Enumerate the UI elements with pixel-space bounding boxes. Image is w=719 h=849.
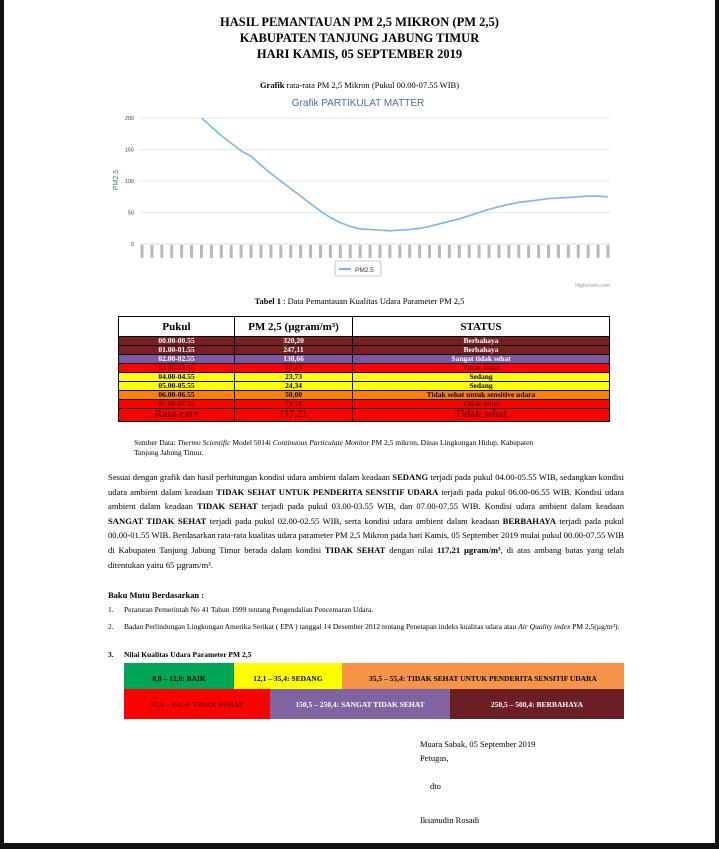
para-bold-2: TIDAK SEHAT UNTUK PENDERITA SENSITIF UDARA — [216, 486, 439, 497]
reference-text-2-tail: PM 2,5(µg/m³). — [570, 622, 620, 631]
table-summary-row — [119, 409, 610, 422]
signature-role: Petugas, — [420, 753, 449, 763]
reference-text-2 — [124, 620, 624, 634]
cell-pm25: 23,73 — [235, 373, 353, 382]
cell-pukul: 01.00-01.55 — [119, 346, 235, 355]
table-header-pm25: PM 2,5 (µgram/m³) — [235, 317, 353, 337]
para-text-6: terjadi pada pukul 00.00-01.55 WIB. Berdasarkan rata-rata kualitas udara parameter PM 2,5 Mikron pada hari Kamis, 05 September 2019 mulai pukul 00.00-07.55 WIB di Kabupaten Tanjung Jabung Timur berada dalam kondisi — [108, 515, 624, 555]
cell-pm25: 320,20 — [235, 337, 353, 346]
chart-y-axis-label: PM2.5 — [113, 169, 120, 191]
table-caption-text: : Data Pemantauan Kualitas Udara Parameter PM 2,5 — [280, 296, 465, 306]
table-header-row — [119, 317, 610, 337]
cell-pukul: 04.00-04.55 — [119, 373, 235, 382]
report-title-line-2: KABUPATEN TANJUNG JABUNG TIMUR — [239, 31, 480, 45]
para-text-5: terjadi pada pukul 02.00-02.55 WIB, serta kondisi udara ambient dalam keadaan — [206, 515, 503, 526]
cell-status: Sedang — [353, 382, 610, 391]
para-bold-6: TIDAK SEHAT — [324, 544, 386, 555]
para-text-7: dengan nilai — [385, 544, 437, 555]
signature-dto: dto — [430, 781, 441, 791]
cell-pm25: 62,43 — [235, 364, 353, 373]
scan-edge-right — [715, 0, 719, 849]
chart-grid — [125, 116, 610, 248]
cell-status: Tidak sehat — [353, 400, 610, 409]
para-bold-4: SANGAT TIDAK SEHAT — [108, 515, 207, 526]
source-rest: PM 2,5 mikron, Dinas Lingkungan Hidup, Kabupaten — [369, 438, 534, 447]
reference-text-2-italic: Air Quality index — [518, 622, 571, 631]
chart-y-tick-label: 100 — [124, 179, 134, 185]
para-bold-7: 117,21 µgram/m³ — [436, 544, 501, 555]
scan-edge-left — [0, 0, 4, 849]
para-bold-1: SEDANG — [392, 472, 429, 482]
source-mid: Model 5014i — [230, 438, 273, 447]
source-italic-1: Thermo Scientific — [177, 438, 231, 447]
pm25-data-table — [118, 316, 610, 422]
chart-caption-text: rata-rata PM 2,5 Mikron (Pukul 00.00-07.55 WIB) — [284, 80, 460, 90]
aqi-legend-tidak-sehat: 55,5 – 150,4: TIDAK SEHAT — [124, 689, 270, 719]
para-bold-3: TIDAK SEHAT — [196, 501, 258, 512]
cell-summary-pm25: 117,21 — [235, 409, 353, 422]
report-title-line-3: HARI KAMIS, 05 SEPTEMBER 2019 — [256, 47, 463, 61]
table-caption — [0, 296, 719, 306]
para-text-8: , di atas ambang batas yang telah ditentukan yaitu 65 µgram/m³. — [108, 544, 624, 570]
cell-pm25: 50,00 — [235, 391, 353, 400]
chart-series-line-pm25 — [142, 92, 608, 231]
reference-num-1: 1. — [108, 605, 114, 614]
pm25-line-chart — [104, 92, 614, 292]
chart-x-ticks — [142, 245, 608, 258]
para-text-2: terjadi pada pukul 04.00-05.55 WIB, sedangkan kondisi udara ambient dalam keadaan — [108, 472, 624, 497]
para-text-4: terjadi pada pukul 03.00-03.55 WIB, dan 07.00-07.55 WIB. Kondisi udara ambient dalam keadaan — [257, 501, 624, 512]
aqi-legend-sangat-tidak-sehat: 150,5 – 250,4: SANGAT TIDAK SEHAT — [270, 689, 450, 719]
aqi-legend-tidak-sehat-sensitif: 35,5 – 55,4: TIDAK SEHAT UNTUK PENDERITA SENSITIF UDARA — [342, 663, 624, 693]
cell-pukul: 02.00-02.55 — [119, 355, 235, 364]
chart-legend-label: PM2.5 — [355, 267, 374, 274]
table-body — [119, 337, 610, 422]
scan-edge-bottom — [0, 843, 719, 849]
chart-caption-bold: Grafik — [259, 80, 285, 90]
cell-summary-label: Rata-rata — [119, 409, 235, 422]
table-header-status: STATUS — [353, 317, 610, 337]
table-header-pukul: Pukul — [119, 317, 235, 337]
source-line-2: Tanjung Jabung Timur. — [134, 448, 204, 457]
reference-num-2: 2. — [108, 622, 114, 631]
cell-pukul: 00.00-00.55 — [119, 337, 235, 346]
signature-name: Iksanudin Rosadi — [420, 815, 480, 825]
chart-title: Grafik PARTIKULAT MATTER — [291, 98, 425, 109]
reference-text-2-main: Badan Perlindungan Lingkungan Amerika Serikat ( EPA ) tanggal 14 Desember 2012 tentang Penetapan indeks kualitas udara atau — [124, 622, 519, 631]
cell-status: Tidak sehat — [353, 364, 610, 373]
cell-pm25: 24,34 — [235, 382, 353, 391]
chart-credit[interactable]: Highcharts.com — [575, 283, 610, 289]
cell-status: Berbahaya — [353, 337, 610, 346]
table-caption-bold: Tabel 1 — [254, 296, 281, 306]
cell-pukul: 05.00-05.55 — [119, 382, 235, 391]
cell-pm25: 138,66 — [235, 355, 353, 364]
cell-pukul: 03.00-03.55 — [119, 364, 235, 373]
aqi-legend-berbahaya: 250,5 – 500,4: BERBAHAYA — [450, 689, 624, 719]
source-prefix: Sumber Data: — [134, 438, 178, 447]
chart-caption — [0, 80, 719, 90]
cell-pm25: 71,18 — [235, 400, 353, 409]
aqi-legend-row-2 — [124, 689, 624, 719]
para-bold-5: BERBAHAYA — [502, 515, 557, 526]
reference-text-3: Nilai Kualitas Udara Parameter PM 2,5 — [124, 650, 252, 659]
source-italic-2: Continuous Particulate Monitor — [272, 438, 370, 447]
reference-text-1: Peraturan Pemerintah No 41 Tahun 1999 tentang Pengendalian Pencemaran Udara. — [124, 605, 374, 614]
chart-y-tick-label: 150 — [124, 147, 134, 154]
table-row — [119, 400, 610, 409]
cell-status: Tidak sehat untuk sensitive udara — [353, 391, 610, 400]
cell-status: Sangat tidak sehat — [353, 355, 610, 364]
analysis-paragraph — [108, 470, 624, 572]
cell-pm25: 247,11 — [235, 346, 353, 355]
para-text-1: Sesuai dengan grafik dan hasil perhitungan kondisi udara ambient dalam keadaan — [108, 472, 393, 482]
baku-mutu-title: Baku Mutu Berdasarkan : — [108, 590, 205, 600]
reference-num-3: 3. — [108, 650, 114, 659]
report-title-line-1: HASIL PEMANTAUAN PM 2,5 MIKRON (PM 2,5) — [220, 15, 499, 29]
data-source-note — [134, 438, 624, 458]
signature-place-date: Muara Sabak, 05 September 2019 — [420, 739, 536, 749]
cell-status: Sedang — [353, 373, 610, 382]
cell-summary-status: Tidak sehat — [353, 409, 610, 422]
para-text-3: terjadi pada pukul 06.00-06.55 WIB. Kondisi udara ambient dalam keadaan — [108, 486, 624, 512]
chart-y-tick-label: 200 — [124, 116, 134, 122]
cell-pukul: 06.00-06.55 — [119, 391, 235, 400]
aqi-legend-sedang: 12,1 – 35,4: SEDANG — [234, 663, 342, 693]
chart-legend[interactable] — [335, 261, 381, 276]
cell-status: Berbahaya — [353, 346, 610, 355]
chart-y-tick-label: 50 — [127, 210, 134, 217]
aqi-legend-baik: 0,0 – 12,0: BAIK — [124, 663, 234, 693]
cell-pukul: 07.00-07.55 — [119, 400, 235, 409]
chart-y-tick-label: 0 — [130, 242, 134, 248]
